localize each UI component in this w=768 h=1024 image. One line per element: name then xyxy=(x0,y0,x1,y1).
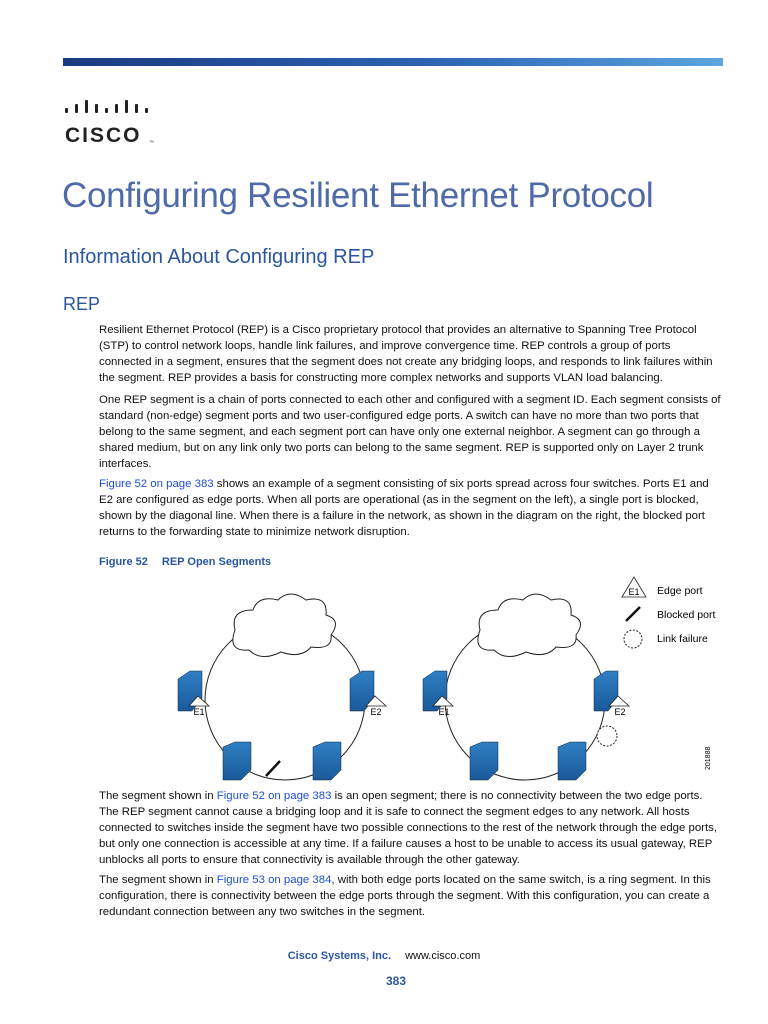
chapter-title: Configuring Resilient Ethernet Protocol xyxy=(62,176,654,215)
section-title: Information About Configuring REP xyxy=(63,246,375,268)
cloud-icon xyxy=(478,594,581,657)
figure-52-link[interactable]: Figure 52 on page 383 xyxy=(216,790,332,802)
paragraph-open-segment xyxy=(99,788,721,868)
legend-edge-port: Edge port xyxy=(657,585,703,597)
paragraph-rep-intro: Resilient Ethernet Protocol (REP) is a Cisco proprietary protocol that provides an alternative to Spanning Tree Protocol (STP) to control network loops, handle link failures, and improve convergence time. REP controls a group of ports connected in a segment, ensures that the segment does not create any bridging loops, and responds to link failures within the segment. REP provides a basis for constructing more complex networks and supports VLAN load balancing. xyxy=(99,324,713,384)
right-e1-label: E1 xyxy=(438,707,450,717)
legend-blocked-icon xyxy=(626,607,640,621)
switch-icon xyxy=(223,742,251,780)
figure-52-link[interactable]: Figure 52 on page 383 xyxy=(99,478,214,490)
paragraph-text: is an open segment; there is no connectivity between the two edge ports. The REP segment cannot cause a bridging loop and it is safe to connect the segment edges to any network. All hosts connected to switches inside the segment have two possible connections to the rest of the network through the edge ports, but only one connection is accessible at any time. If a failure causes a host to be unable to access its usual gateway, REP unblocks all ports to ensure that connectivity is available through the other gateway. xyxy=(99,790,717,866)
switch-icon xyxy=(558,742,586,780)
blocked-port-line xyxy=(266,761,280,776)
legend-failure-icon xyxy=(624,630,642,648)
right-segment xyxy=(423,594,629,780)
legend-link-failure: Link failure xyxy=(657,633,708,645)
figure-number: Figure 52 xyxy=(99,556,148,568)
switch-icon xyxy=(313,742,341,780)
page-footer xyxy=(0,950,768,962)
footer-url[interactable]: www.cisco.com xyxy=(405,950,481,962)
left-segment xyxy=(178,594,386,780)
paragraph-text: shows an example of a segment consisting of six ports spread across four switches. Ports E1 and E2 are configured as edge ports. When all ports are operational (as in the segment on the left), a single port is blocked, shown by the diagonal line. When there is a failure in the network, as shown in the diagram on the right, the blocked port returns to the forwarding state to minimize network disruption. xyxy=(99,478,709,538)
legend-blocked-port: Blocked port xyxy=(657,609,716,621)
paragraph-figure-ref xyxy=(99,476,721,540)
subsection-title: REP xyxy=(63,294,101,314)
logo-trademark: ™ xyxy=(149,140,154,146)
paragraph-text: The segment shown in xyxy=(99,790,217,802)
figure-legend xyxy=(622,577,715,648)
paragraph-text: The segment shown in xyxy=(99,874,217,886)
left-e1-label: E1 xyxy=(193,707,205,717)
paragraph-text: , with both edge ports located on the same switch, is a ring segment. In this configuration, there is connectivity between the edge ports through the segment. With this configuration, you can create a redundant connection between any two switches in the segment. xyxy=(99,874,711,918)
paragraph-ring-segment xyxy=(99,872,721,920)
page-number: 383 xyxy=(385,974,407,988)
legend-edge-symbol: E1 xyxy=(628,587,640,597)
logo-wordmark: CISCO xyxy=(65,124,142,147)
paragraph-segment: One REP segment is a chain of ports connected to each other and configured with a segment ID. Each segment consists of standard (non-edge) segment ports and two user-configured edge ports. A switch can have no more than two ports that belong to the same segment, and each segment port can have only one external neighbor. A segment can go through a shared medium, but on any link only two ports can belong to the same segment. REP is supported only on Layer 2 trunk interfaces. xyxy=(99,394,721,470)
left-e2-label: E2 xyxy=(370,707,382,717)
link-failure-icon xyxy=(597,726,617,746)
right-e2-label: E2 xyxy=(614,707,626,717)
figure-53-link[interactable]: Figure 53 on page 384 xyxy=(216,874,332,886)
rep-open-segments-diagram xyxy=(170,575,730,785)
figure-id: 201888 xyxy=(705,746,712,770)
figure-title: REP Open Segments xyxy=(161,556,272,568)
switch-icon xyxy=(470,742,498,780)
figure-caption xyxy=(99,556,285,568)
footer-company: Cisco Systems, Inc. xyxy=(287,950,392,962)
cloud-icon xyxy=(233,594,336,657)
header-rule xyxy=(63,58,723,66)
